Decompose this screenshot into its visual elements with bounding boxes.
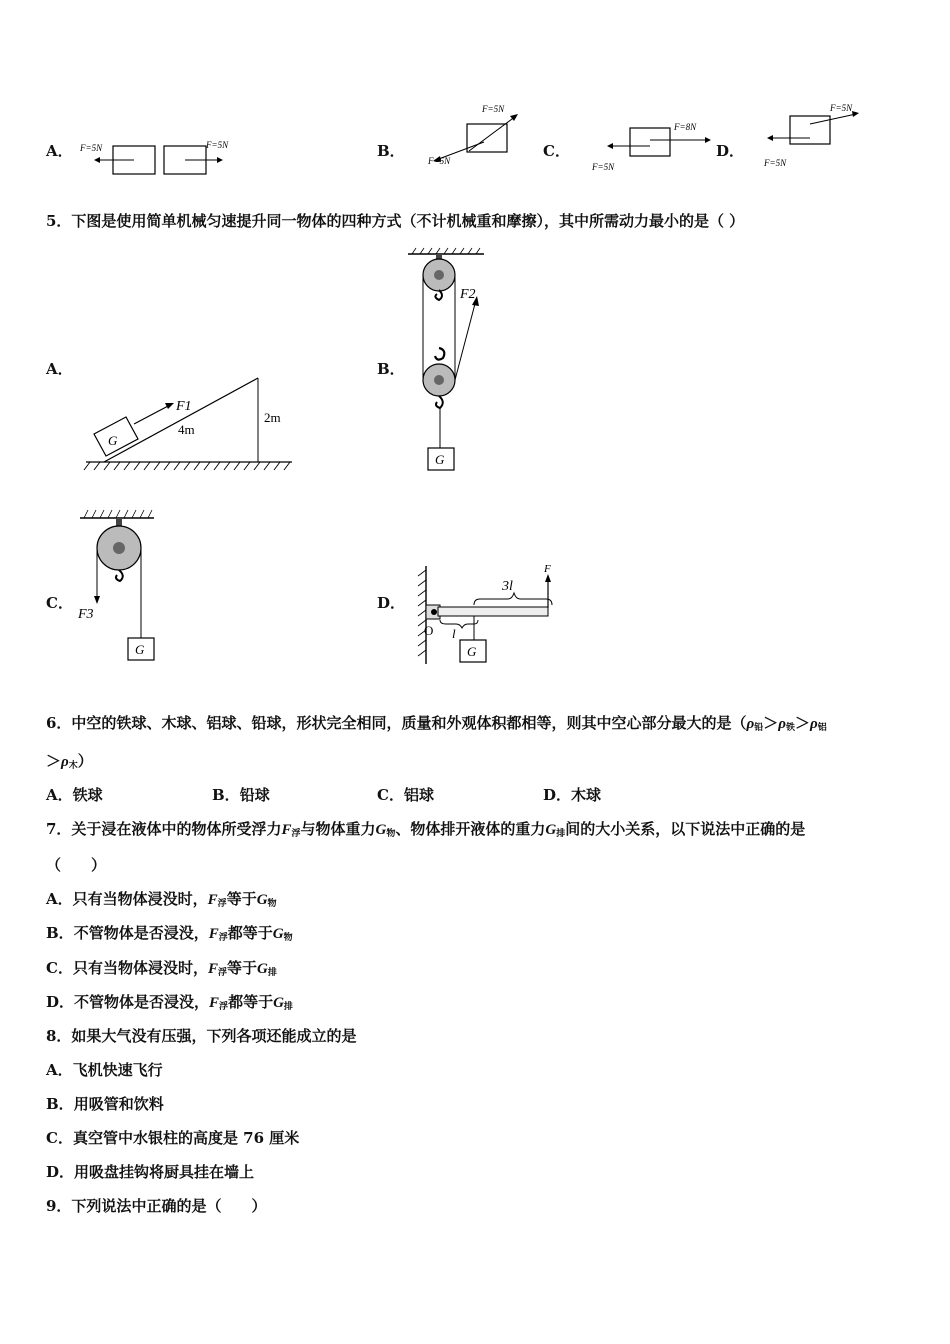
ground-hatch bbox=[84, 462, 290, 470]
q4-option-a-figure bbox=[78, 136, 248, 182]
q5-d-force: F bbox=[544, 563, 551, 575]
q7-option-d[interactable]: D．不管物体是否浸没，$F_浮$都等于$G_排$ bbox=[46, 993, 293, 1012]
q4-b-label-top: F=5N bbox=[482, 104, 505, 114]
q4-option-d-figure bbox=[760, 100, 870, 170]
q8-option-c[interactable]: C．真空管中水银柱的高度是 76 厘米 bbox=[46, 1129, 300, 1147]
q5-option-c-letter: C． bbox=[46, 594, 73, 612]
q4-option-b-letter: B． bbox=[377, 142, 405, 160]
q5-a-load: G bbox=[108, 433, 118, 448]
q8-stem: 8．如果大气没有压强，下列各项还能成立的是 bbox=[46, 1027, 357, 1045]
block bbox=[790, 116, 830, 144]
q5-option-d-figure bbox=[402, 560, 572, 670]
q7-stem-line1: 7．关于浸在液体中的物体所受浮力$F_浮$与物体重力$G_物$、物体排开液体的重力$G_排$间的大小关系，以下说法中正确的是 bbox=[46, 820, 806, 839]
q5-a-height: 2m bbox=[264, 410, 281, 425]
q4-option-c-figure bbox=[588, 118, 714, 174]
q7-stem-line2: （ ） bbox=[46, 856, 107, 874]
q6-option-d[interactable]: D．木球 bbox=[543, 786, 602, 804]
q4-d-label-right: F=5N bbox=[830, 103, 853, 113]
q5-option-a-figure bbox=[82, 372, 302, 476]
q5-d-arm-short: l bbox=[452, 626, 456, 641]
lever-bar bbox=[438, 607, 548, 616]
q5-b-force: F2 bbox=[460, 287, 476, 302]
q5-option-d-letter: D． bbox=[377, 594, 406, 612]
q4-option-d-letter: D． bbox=[716, 142, 745, 160]
q6-option-c[interactable]: C．铝球 bbox=[377, 786, 434, 804]
force-arrow-top bbox=[469, 116, 516, 151]
q4-b-label-bottom: F=5N bbox=[428, 156, 451, 166]
q5-c-load: G bbox=[135, 642, 145, 657]
q8-option-d[interactable]: D．用吸盘挂钩将厨具挂在墙上 bbox=[46, 1163, 255, 1181]
q4-d-label-left: F=5N bbox=[764, 158, 787, 168]
q5-d-load: G bbox=[467, 644, 477, 659]
q4-option-b-figure bbox=[424, 98, 534, 174]
q6-stem-text: 6．中空的铁球、木球、铝球、铅球，形状完全相同，质量和外观体积都相等，则其中空心部分最大的是（ bbox=[46, 714, 747, 732]
q5-option-c-figure bbox=[76, 504, 176, 664]
q8-option-b[interactable]: B．用吸管和饮料 bbox=[46, 1095, 164, 1113]
q5-option-b-letter: B． bbox=[377, 360, 405, 378]
q5-a-force: F1 bbox=[176, 399, 192, 414]
q4-c-label-left: F=5N bbox=[592, 162, 615, 172]
pivot bbox=[431, 609, 437, 615]
q5-c-force: F3 bbox=[78, 607, 94, 622]
q6-option-b[interactable]: B．铅球 bbox=[212, 786, 270, 804]
q6-stem-line1: 6．中空的铁球、木球、铝球、铅球，形状完全相同，质量和外观体积都相等，则其中空心部分最大的是（$\rho_铅>\rho_铁>\rho_铝$ bbox=[46, 714, 827, 733]
block bbox=[630, 128, 670, 156]
rope-3 bbox=[455, 300, 476, 380]
q7-option-c[interactable]: C．只有当物体浸没时，$F_浮$等于$G_排$ bbox=[46, 959, 277, 978]
q5-option-a-letter: A． bbox=[46, 360, 73, 378]
q5-d-arm-long: 3l bbox=[502, 579, 513, 594]
q7-option-b[interactable]: B．不管物体是否浸没，$F_浮$都等于$G_物$ bbox=[46, 924, 293, 943]
q5-option-b-figure bbox=[404, 248, 514, 474]
q5-d-pivot: O bbox=[424, 623, 434, 638]
q4-option-a-letter: A． bbox=[46, 142, 73, 160]
q5-a-length: 4m bbox=[178, 422, 195, 437]
force-arrow-f1 bbox=[134, 405, 170, 424]
q9-stem: 9．下列说法中正确的是（ ） bbox=[46, 1197, 267, 1215]
q5-stem: 5．下图是使用简单机械匀速提升同一物体的四种方式（不计机械重和摩擦），其中所需动力最小的是（ ） bbox=[46, 212, 745, 230]
q5-b-load: G bbox=[435, 452, 445, 467]
q7-option-a[interactable]: A．只有当物体浸没时，$F_浮$等于$G_物$ bbox=[46, 890, 277, 909]
q6-option-a[interactable]: A．铁球 bbox=[46, 786, 103, 804]
q8-option-a[interactable]: A．飞机快速飞行 bbox=[46, 1061, 163, 1079]
q4-a-label-right: F=5N bbox=[206, 140, 229, 150]
q4-a-label-left: F=5N bbox=[80, 143, 103, 153]
q4-option-c-letter: C． bbox=[543, 142, 570, 160]
q6-stem-line2: $>\rho_木$） bbox=[46, 752, 93, 771]
q4-c-label-right: F=8N bbox=[674, 122, 697, 132]
